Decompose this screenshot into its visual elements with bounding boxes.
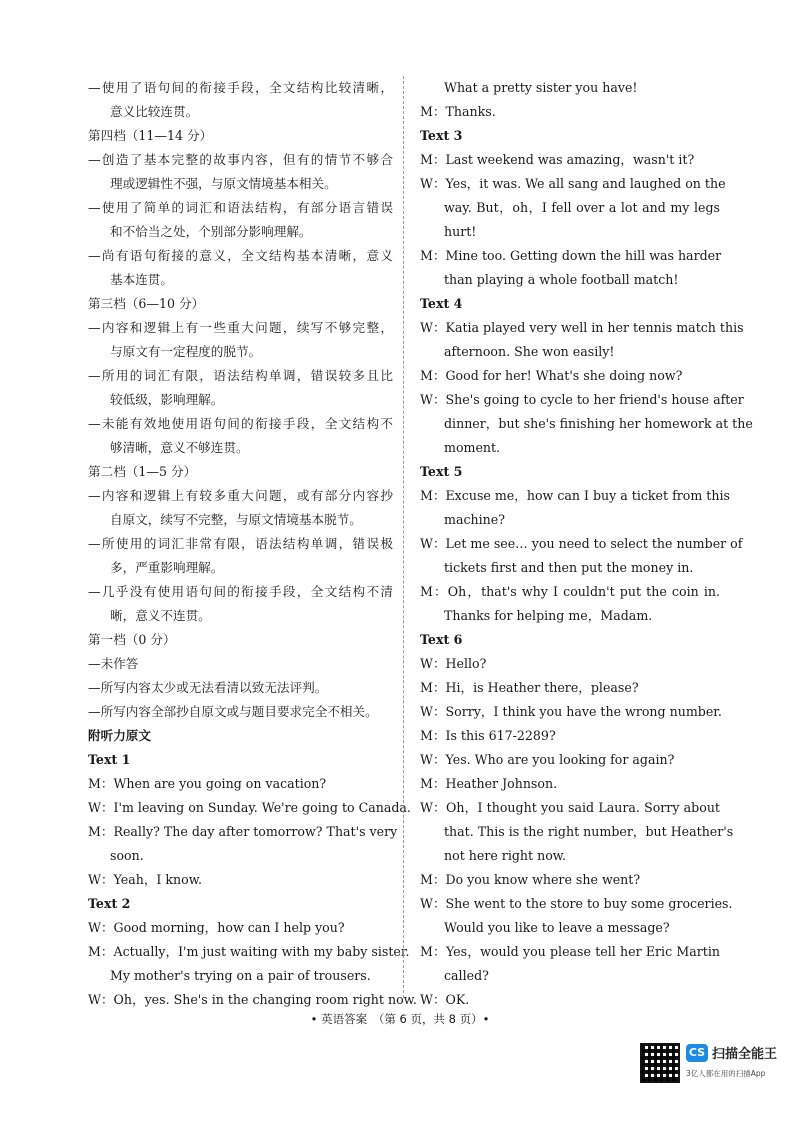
text-line: M：Mine too. Getting down the hill was harder <box>420 248 722 263</box>
text-line: dinner，but she's finishing her homework at the <box>444 416 753 431</box>
left-column <box>88 76 417 1012</box>
text-line: soon. <box>110 848 144 863</box>
text-line: 与原文有一定程度的脱节。 <box>110 344 262 359</box>
text-line: —未能有效地使用语句间的衔接手段，全文结构不 <box>88 416 393 431</box>
text-line: that. This is the right number，but Heather's <box>444 824 734 839</box>
text-line: 第一档（0 分） <box>88 632 176 647</box>
text-line: M：When are you going on vacation? <box>88 776 327 791</box>
section-heading: Text 6 <box>420 632 463 647</box>
text-line: M：Heather Johnson. <box>420 776 558 791</box>
text-line: W：Yes，it was. We all sang and laughed on the <box>420 176 726 191</box>
text-line: —使用了语句间的衔接手段，全文结构比较清晰， <box>88 80 393 95</box>
text-line: 晰，意义不连贯。 <box>110 608 211 623</box>
text-line: 和不恰当之处，个别部分影响理解。 <box>110 224 312 239</box>
right-column <box>420 76 753 1012</box>
text-line: M：Excuse me，how can I buy a ticket from this <box>420 488 730 503</box>
camscanner-name: 扫描全能王 <box>712 1047 778 1062</box>
text-line: W：OK. <box>420 992 470 1007</box>
text-line: M：Good for her! What's she doing now? <box>420 368 683 383</box>
text-line: W：Let me see… you need to select the number of <box>420 536 743 551</box>
text-line: My mother's trying on a pair of trousers. <box>110 968 371 983</box>
camscanner-logo: CS <box>686 1044 708 1062</box>
text-line: —内容和逻辑上有一些重大问题，续写不够完整， <box>88 320 393 335</box>
section-heading: Text 5 <box>420 464 463 479</box>
text-line: 第四档（11—14 分） <box>88 128 213 143</box>
text-line: M：Last weekend was amazing，wasn't it? <box>420 152 695 167</box>
text-line: W：Yes. Who are you looking for again? <box>420 752 675 767</box>
section-heading: Text 4 <box>420 296 463 311</box>
text-line: called? <box>444 968 489 983</box>
text-line: W：Sorry，I think you have the wrong number. <box>420 704 722 719</box>
text-line: W：I'm leaving on Sunday. We're going to Canada. <box>88 800 411 815</box>
text-line: —未作答 <box>88 656 139 671</box>
text-line: —创造了基本完整的故事内容，但有的情节不够合 <box>88 152 393 167</box>
text-line: W：Yeah，I know. <box>88 872 203 887</box>
column-divider <box>403 76 404 998</box>
section-heading: Text 3 <box>420 128 463 143</box>
text-line: W：She's going to cycle to her friend's house after <box>420 392 744 407</box>
text-line: —所写内容太少或无法看清以致无法评判。 <box>88 680 328 695</box>
text-line: What a pretty sister you have! <box>444 80 638 95</box>
camscanner-tagline: 3亿人都在用的扫描App <box>686 1069 766 1078</box>
text-line: M：Really? The day after tomorrow? That's very <box>88 824 398 839</box>
text-line: hurt! <box>444 224 477 239</box>
text-line: machine? <box>444 512 505 527</box>
text-line: 自原文，续写不完整，与原文情境基本脱节。 <box>110 512 362 527</box>
text-line: —几乎没有使用语句间的衔接手段，全文结构不清 <box>88 584 393 599</box>
text-line: 第二档（1—5 分） <box>88 464 197 479</box>
section-heading: 附听力原文 <box>88 728 151 743</box>
text-line: 够清晰，意义不够连贯。 <box>110 440 249 455</box>
text-line: —使用了简单的词汇和语法结构，有部分语言错误 <box>88 200 393 215</box>
text-line: 理或逻辑性不强，与原文情境基本相关。 <box>110 176 337 191</box>
text-line: —尚有语句衔接的意义，全文结构基本清晰，意义 <box>88 248 393 263</box>
text-line: M：Do you know where she went? <box>420 872 641 887</box>
text-line: M：Hi，is Heather there，please? <box>420 680 639 695</box>
text-line: W：Oh，I thought you said Laura. Sorry about <box>420 800 720 815</box>
text-line: Thanks for helping me，Madam. <box>444 608 653 623</box>
text-line: 意义比较连贯。 <box>110 104 199 119</box>
text-line: M：Yes，would you please tell her Eric Martin <box>420 944 720 959</box>
text-line: than playing a whole football match! <box>444 272 679 287</box>
text-line: —所用的词汇有限，语法结构单调，错误较多且比 <box>88 368 393 383</box>
text-line: way. But，oh，I fell over a lot and my legs <box>444 200 720 215</box>
text-line: —所使用的词汇非常有限，语法结构单调，错误极 <box>88 536 393 551</box>
text-line: afternoon. She won easily! <box>444 344 615 359</box>
text-line: M：Oh，that's why I couldn't put the coin in. <box>420 584 720 599</box>
text-line: W：Oh，yes. She's in the changing room right now. <box>88 992 417 1007</box>
section-heading: Text 1 <box>88 752 131 767</box>
text-line: tickets first and then put the money in. <box>444 560 694 575</box>
text-line: not here right now. <box>444 848 567 863</box>
text-line: W：Good morning，how can I help you? <box>88 920 345 935</box>
qr-code-icon <box>640 1043 680 1083</box>
text-line: —所写内容全部抄自原文或与题目要求完全不相关。 <box>88 704 378 719</box>
text-line: M：Thanks. <box>420 104 496 119</box>
page-footer: • 英语答案 （第 6 页，共 8 页）• <box>310 1012 490 1026</box>
text-line: W：She went to the store to buy some groceries. <box>420 896 733 911</box>
text-line: Would you like to leave a message? <box>444 920 670 935</box>
text-line: moment. <box>444 440 501 455</box>
text-line: W：Katia played very well in her tennis match this <box>420 320 744 335</box>
text-line: W：Hello? <box>420 656 487 671</box>
text-line: 较低级，影响理解。 <box>110 392 224 407</box>
text-line: 第三档（6—10 分） <box>88 296 205 311</box>
text-line: 多，严重影响理解。 <box>110 560 224 575</box>
section-heading: Text 2 <box>88 896 131 911</box>
text-line: —内容和逻辑上有较多重大问题，或有部分内容抄 <box>88 488 393 503</box>
text-line: M：Actually，I'm just waiting with my baby sister. <box>88 944 410 959</box>
text-line: 基本连贯。 <box>110 272 173 287</box>
text-line: M：Is this 617-2289? <box>420 728 556 743</box>
